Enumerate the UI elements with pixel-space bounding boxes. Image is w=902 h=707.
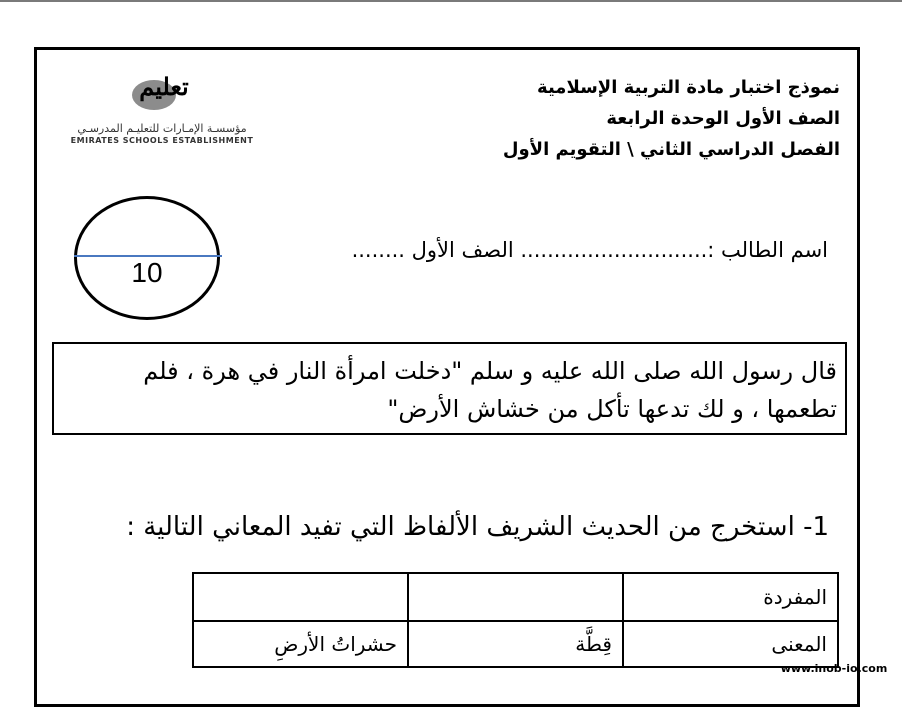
table-cell-header: المفردة [623,573,838,621]
exam-header [420,72,840,165]
hadith-line-2: تطعمها ، و لك تدعها تأكل من خشاش الأرض" [387,395,837,423]
header-title: نموذج اختبار مادة التربية الإسلامية [537,77,840,98]
table-cell-header: المعنى [623,621,838,667]
question-1: 1- استخرج من الحديث الشريف الألفاظ التي تفيد المعاني التالية : [126,512,829,542]
logo-english-name: EMIRATES SCHOOLS ESTABLISHMENT [70,136,254,145]
vocab-table [192,572,839,668]
hadith-box [52,342,847,435]
table-cell-meaning: حشراتُ الأرضِ [193,621,408,667]
table-cell-meaning: قِطَّة [408,621,623,667]
ese-logo [62,74,262,149]
header-grade-unit: الصف الأول الوحدة الرابعة [606,108,840,129]
student-name-line: اسم الطالب :............................ الصف الأول ........ [351,238,828,262]
table-cell-answer[interactable] [193,573,408,621]
top-rule [0,0,902,2]
score-value: 10 [131,257,163,288]
table-row [193,573,838,621]
logo-word: تعليم [139,72,189,101]
table-row [193,621,838,667]
hadith-text [67,352,837,428]
site-watermark: www.inob-io.com [780,662,888,675]
logo-arabic-name: مؤسسـة الإمـارات للتعليـم المدرسـي [77,122,247,135]
header-term: الفصل الدراسي الثاني \ التقويم الأول [502,139,840,160]
table-cell-answer[interactable] [408,573,623,621]
hadith-line-1: قال رسول الله صلى الله عليه و سلم "دخلت امرأة النار في هرة ، فلم [143,357,837,385]
